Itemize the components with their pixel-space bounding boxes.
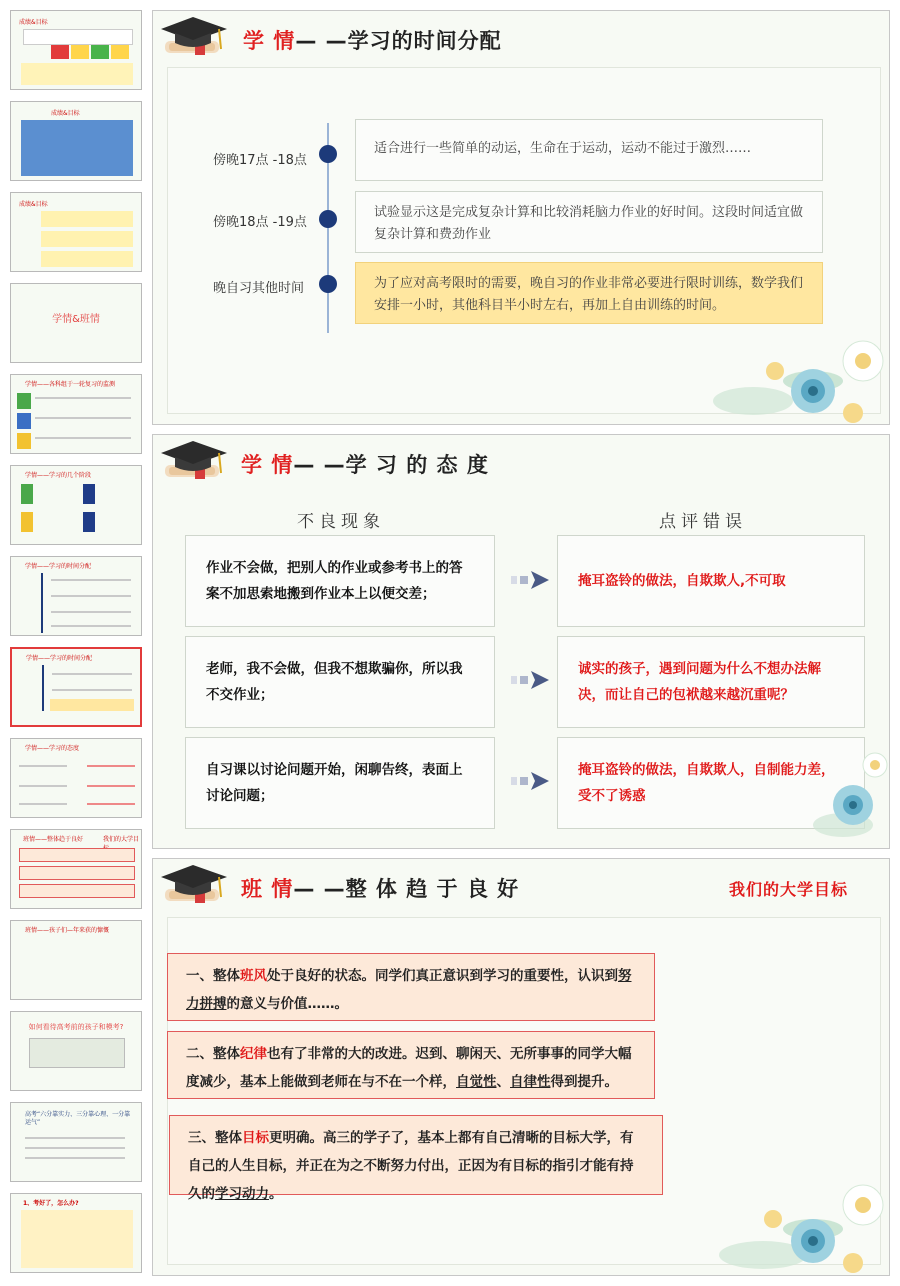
thumbnail-title: 班情——孩子们—年来获的慷慨 (25, 927, 110, 934)
thumbnail-title: 学情——学习的态度 (25, 745, 80, 752)
slide-title (243, 25, 502, 55)
title-rest: — —整 体 趋 于 良 好 (293, 877, 520, 901)
slide-thumbnail-12[interactable] (10, 1011, 142, 1091)
thumbnail-title: 学情——学习的几个阶段 (25, 472, 92, 479)
class-point-3: 三、整体目标更明确。高三的学子了，基本上都有自己清晰的目标大学，有自己的人生目标，并正在为之不断努力付出，正因为有目标的指引才能有持久的学习动力。 (169, 1115, 663, 1195)
thumbnail-subtitle: 我们的大学目 (103, 836, 140, 843)
slide-thumbnail-7[interactable] (10, 556, 142, 636)
thumbnail-title: 班情——整体趋于良好 (23, 836, 84, 843)
thumbnail-title: 学情——各科组于一轮复习的监测 (25, 381, 116, 388)
graduation-cap-icon (159, 439, 229, 485)
slide-thumbnail-14[interactable] (10, 1193, 142, 1273)
arrow-right-icon (511, 669, 551, 691)
title-rest: — —学习的时间分配 (295, 29, 502, 53)
slide-thumbnail-1[interactable] (10, 10, 142, 90)
thumbnail-center-text: 如何看待高考前的孩子和模考? (28, 1023, 124, 1031)
comment-box-1: 掩耳盗铃的做法，自欺欺人,不可取 (557, 535, 865, 627)
bad-behavior-box-2: 老师，我不会做，但我不想欺骗你，所以我不交作业； (185, 636, 495, 728)
timeline-dot-2 (319, 210, 337, 228)
title-rest: — —学 习 的 态 度 (293, 453, 489, 477)
slide-thumbnail-10[interactable] (10, 829, 142, 909)
comment-box-2: 诚实的孩子，遇到问题为什么不想办法解决，而让自己的包袱越来越沉重呢？ (557, 636, 865, 728)
slide-study-attitude (152, 434, 890, 849)
slide-class-situation (152, 858, 890, 1276)
column-header-comments: 点评错误 (659, 512, 747, 532)
timeline-text-box-3-highlight: 为了应对高考限时的需要，晚自习的作业非常必要进行限时训练，数学我们安排一小时，其他科目半小时左右，再加上自由训练的时间。 (355, 262, 823, 324)
class-point-2: 二、整体纪律也有了非常的大的改进。迟到、聊闲天、无所事事的同学大幅度减少，基本上能做到老师在与不在一个样，自觉性、自律性得到提升。 (167, 1031, 655, 1099)
flower-decoration (803, 735, 890, 849)
thumbnail-title: 成绩&目标 (19, 201, 48, 208)
thumbnail-center-text: 学情&班情 (52, 314, 100, 325)
slide-thumbnail-3[interactable] (10, 192, 142, 272)
timeline-label-2: 傍晚18点 -19点 (213, 215, 307, 230)
graduation-cap-icon (159, 15, 229, 61)
slide-thumbnail-6[interactable] (10, 465, 142, 545)
thumbnail-title: 学情——学习的时间分配 (26, 655, 93, 662)
arrow-right-icon (511, 569, 551, 591)
graduation-cap-icon (159, 863, 229, 909)
thumbnail-title: 成绩&目标 (19, 19, 48, 26)
flower-decoration (693, 321, 890, 425)
timeline-text-box-2: 试验显示这是完成复杂计算和比较消耗脑力作业的好时间。这段时间适宜做复杂计算和费劲作业 (355, 191, 823, 253)
slide-thumbnail-8-active[interactable] (10, 647, 142, 727)
bad-behavior-box-3: 自习课以讨论问题开始，闲聊告终，表面上讨论问题； (185, 737, 495, 829)
timeline-dot-1 (319, 145, 337, 163)
slide-thumbnail-5[interactable] (10, 374, 142, 454)
arrow-right-icon (511, 770, 551, 792)
university-goal-label: 我们的大学目标 (729, 880, 849, 899)
slide-thumbnail-11[interactable] (10, 920, 142, 1000)
slide-title (241, 873, 519, 903)
slide-title (241, 449, 489, 479)
slide-thumbnail-13[interactable] (10, 1102, 142, 1182)
title-highlight: 班 情 (241, 877, 294, 901)
slide-thumbnail-4[interactable] (10, 283, 142, 363)
timeline-dot-3 (319, 275, 337, 293)
title-highlight: 学 情 (241, 453, 294, 477)
thumbnail-title: 成绩&目标 (51, 110, 80, 117)
timeline-label-3: 晚自习其他时间 (213, 281, 305, 296)
class-point-1: 一、整体班风处于良好的状态。同学们真正意识到学习的重要性，认识到努力拼搏的意义与价值……。 (167, 953, 655, 1021)
bad-behavior-box-1: 作业不会做，把别人的作业或参考书上的答案不加思索地搬到作业本上以便交差； (185, 535, 495, 627)
thumbnail-title: 1、考好了，怎么办? (23, 1200, 79, 1207)
timeline-text-box-1: 适合进行一些简单的动运，生命在于运动，运动不能过于激烈…… (355, 119, 823, 181)
flower-decoration (703, 1159, 890, 1276)
thumbnail-title: 高考“六分靠实力、三分靠心理、一分靠运气” (25, 1111, 131, 1126)
slide-thumbnail-panel (0, 0, 150, 1286)
slide-thumbnail-2[interactable] (10, 101, 142, 181)
title-highlight: 学 情 (243, 29, 296, 53)
slide-time-allocation (152, 10, 890, 425)
slide-thumbnail-9[interactable] (10, 738, 142, 818)
thumbnail-title: 学情——学习的时间分配 (25, 563, 92, 570)
comment-box-3: 掩耳盗铃的做法，自欺欺人，自制能力差，受不了诱惑 (557, 737, 865, 829)
timeline-label-1: 傍晚17点 -18点 (213, 153, 307, 168)
column-header-bad-behaviors: 不良现象 (297, 512, 385, 532)
